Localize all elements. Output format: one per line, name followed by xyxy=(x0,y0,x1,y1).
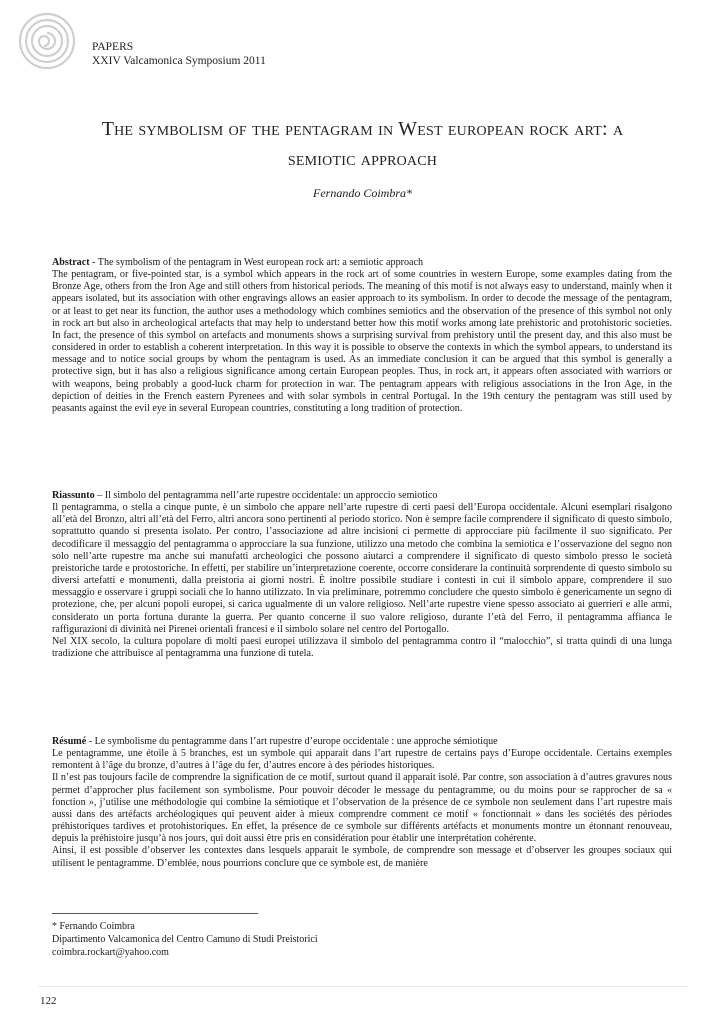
title-line-2: semiotic approach xyxy=(287,148,438,170)
resume-section xyxy=(52,736,672,870)
abstract-lead: Abstract xyxy=(52,257,90,268)
riassunto-lead: Riassunto xyxy=(52,490,95,501)
riassunto-section xyxy=(52,490,672,660)
resume-heading xyxy=(52,736,672,748)
abstract-heading xyxy=(52,257,672,269)
footnote-name: * Fernando Coimbra xyxy=(52,921,135,932)
header-section-label: PAPERS xyxy=(92,41,134,53)
footnote-affiliation: Dipartimento Valcamonica del Centro Camuno di Studi Preistorici xyxy=(52,934,318,945)
page-divider xyxy=(38,986,688,987)
riassunto-body-1: Il pentagramma, o stella a cinque punte, è un simbolo che appare nell’arte rupestre di certi paesi dell’Europa occidentale. Alcuni esemplari risalgono all’età del Bronzo, altri all’età del Ferro, altri ancora sono pertinenti al periodo storico. Non è sempre facile comprendere il significato di questo simbolo, soprattutto quando si presenta isolato. Per contro, l’associazione ad altre incisioni ci permette di approcciare più facilmente il suo significato. Per decodificare il messaggio del pentagramma o approcciare la sua funzione, utilizzo una metodo che combina la semiotica e l’osservazione del segno non solo nell’arte rupestre ma anche sui manufatti archeologici che possono aiutarci a comprendere il significato di questo simbolo presso le società preistoriche tarde e protostoriche. In effetti, per stabilire un’interpretazione coerente, occorre considerare la continuità sorprendente di questo simbolo su diversi artefatti e monumenti, dalla preistoria ai giorni nostri. È inoltre possibile studiare i contesti in cui il simbolo appare, comprendere il suo messaggio e osservare i gruppi sociali che lo hanno utilizzato. In via preliminare, potremmo concludere che questo simbolo è genericamente un segno di protezione, che, per alcuni popoli europei, si carica ugualmente di un valore religioso. Nell’arte rupestre viene spesso associato ai guerrieri e alle armi, considerato un porta fortuna durante la guerra. Per quanto concerne il suo valore religioso, durante l’età del Ferro, il pentagramma affianca le raffigurazioni di divinità nei Pirenei orientali francesi e il simbolo solare nel centro del Portogallo. xyxy=(52,502,672,635)
abstract-body: The pentagram, or five-pointed star, is a symbol which appears in the rock art of some countries in western Europe, some examples dating from the Bronze Age, others from the Iron Age and still others from historical periods. The meaning of this motif is not always easy to understand, mainly when it appears isolated, but its association with other engravings allows an easier approach to its symbolism. In order to decode the message of the pentagram, or at least to get near its function, the author uses a methodology which combines semiotics and the observation of the presence of this symbol not only in rock art but also in archeological artefacts that may help to understand better how this motif works among late prehistoric and protohistoric societies. In fact, the presence of this symbol on artefacts and monuments shows a surprising survival from prehistory until the present day, and this also must be considered in order to establish a coherent interpretation. In this way it is possible to observe the contexts in which the symbol appears, to understand its message and to notice social groups by whom the pentagram is used. As an immediate conclusion it can be argued that this symbol is generally a protective sign, but it has also a religious significance among certain European peoples. Thus, in rock art, it appears often associated with warriors or with weapons, being probably a good-luck charm for protection in war. The pentagram appears with religious associations in the Iron Age, in the depiction of deities in the French eastern Pyrenees and with solar symbols in central Portugal. In the 19th century the pentagram was still used by peasants against the evil eye in several European countries, constituting a long tradition of protection. xyxy=(52,269,672,414)
riassunto-body-2: Nel XIX secolo, la cultura popolare di molti paesi europei utilizzava il simbolo del pentagramma contro il “malocchio”, si tratta quindi di una lunga tradizione che attribuisce al pentagramma una funzione di tutela. xyxy=(52,635,672,660)
riassunto-heading-text: – Il simbolo del pentagramma nell’arte rupestre occidentale: un approccio semiotico xyxy=(94,490,438,501)
spiral-logo-icon xyxy=(18,12,76,70)
title-line-1: The symbolism of the pentagram in West european rock art: a xyxy=(101,118,624,140)
author-name: Fernando Coimbra* xyxy=(313,186,412,200)
resume-body-2: Il n’est pas toujours facile de comprendre la signification de ce motif, surtout quand il apparait isolé. Par contre, son association à d’autres gravures nous permet d’approcher plus facilement son symbolisme. Pour pouvoir décoder le message du pentagramme, ou du moins pour se rapprocher de sa « fonction », j’utilise une méthodologie qui combine la sémiotique et l’observation de la présence de ce symbole non seulement dans l’art rupestre mais aussi dans des artéfacts archéologiques qui peuvent aider à mieux comprendre comment ce motif « fonctionnait » dans les sociétés des périodes préhistoriques tardives et protohistoriques. En effet, la présence de ce symbole sur différents artéfacts et monuments montre un étonnant renouveau, depuis la préhistoire jusqu’à nos jours, qui doit aussi être pris en considération pour établir une interprétation cohérente. xyxy=(52,772,672,845)
resume-lead: Résumé xyxy=(52,736,87,747)
resume-body-1: Le pentagramme, une étoile à 5 branches, est un symbole qui apparait dans l’art rupestre de certains pays d’Europe occidentale. Certains exemples remontent à l’âge du bronze, d’autres à l’âge du fer, d’autres encore à des périodes historiques. xyxy=(52,748,672,772)
running-header xyxy=(92,40,266,68)
resume-body-3: Ainsi, il est possible d’observer les contextes dans lesquels apparait le symbole, de comprendre son message et d’observer les groupes sociaux qui utilisent le pentagramme. D’emblée, nous pourrions conclure que ce symbole est, de manière xyxy=(52,845,672,869)
header-symposium-label: XXIV Valcamonica Symposium 2011 xyxy=(92,55,266,67)
footnote-divider xyxy=(52,913,258,914)
author-footnote xyxy=(52,920,318,959)
page-number: 122 xyxy=(40,995,57,1007)
abstract-heading-text: - The symbolism of the pentagram in West european rock art: a semiotic approach xyxy=(89,257,424,268)
resume-heading-text: - Le symbolisme du pentagramme dans l’art rupestre d’europe occidentale : une approche sémiotique xyxy=(86,736,498,747)
footnote-email: coimbra.rockart@yahoo.com xyxy=(52,947,169,958)
abstract-section xyxy=(52,257,672,415)
paper-title xyxy=(40,114,685,174)
riassunto-heading xyxy=(52,490,672,502)
